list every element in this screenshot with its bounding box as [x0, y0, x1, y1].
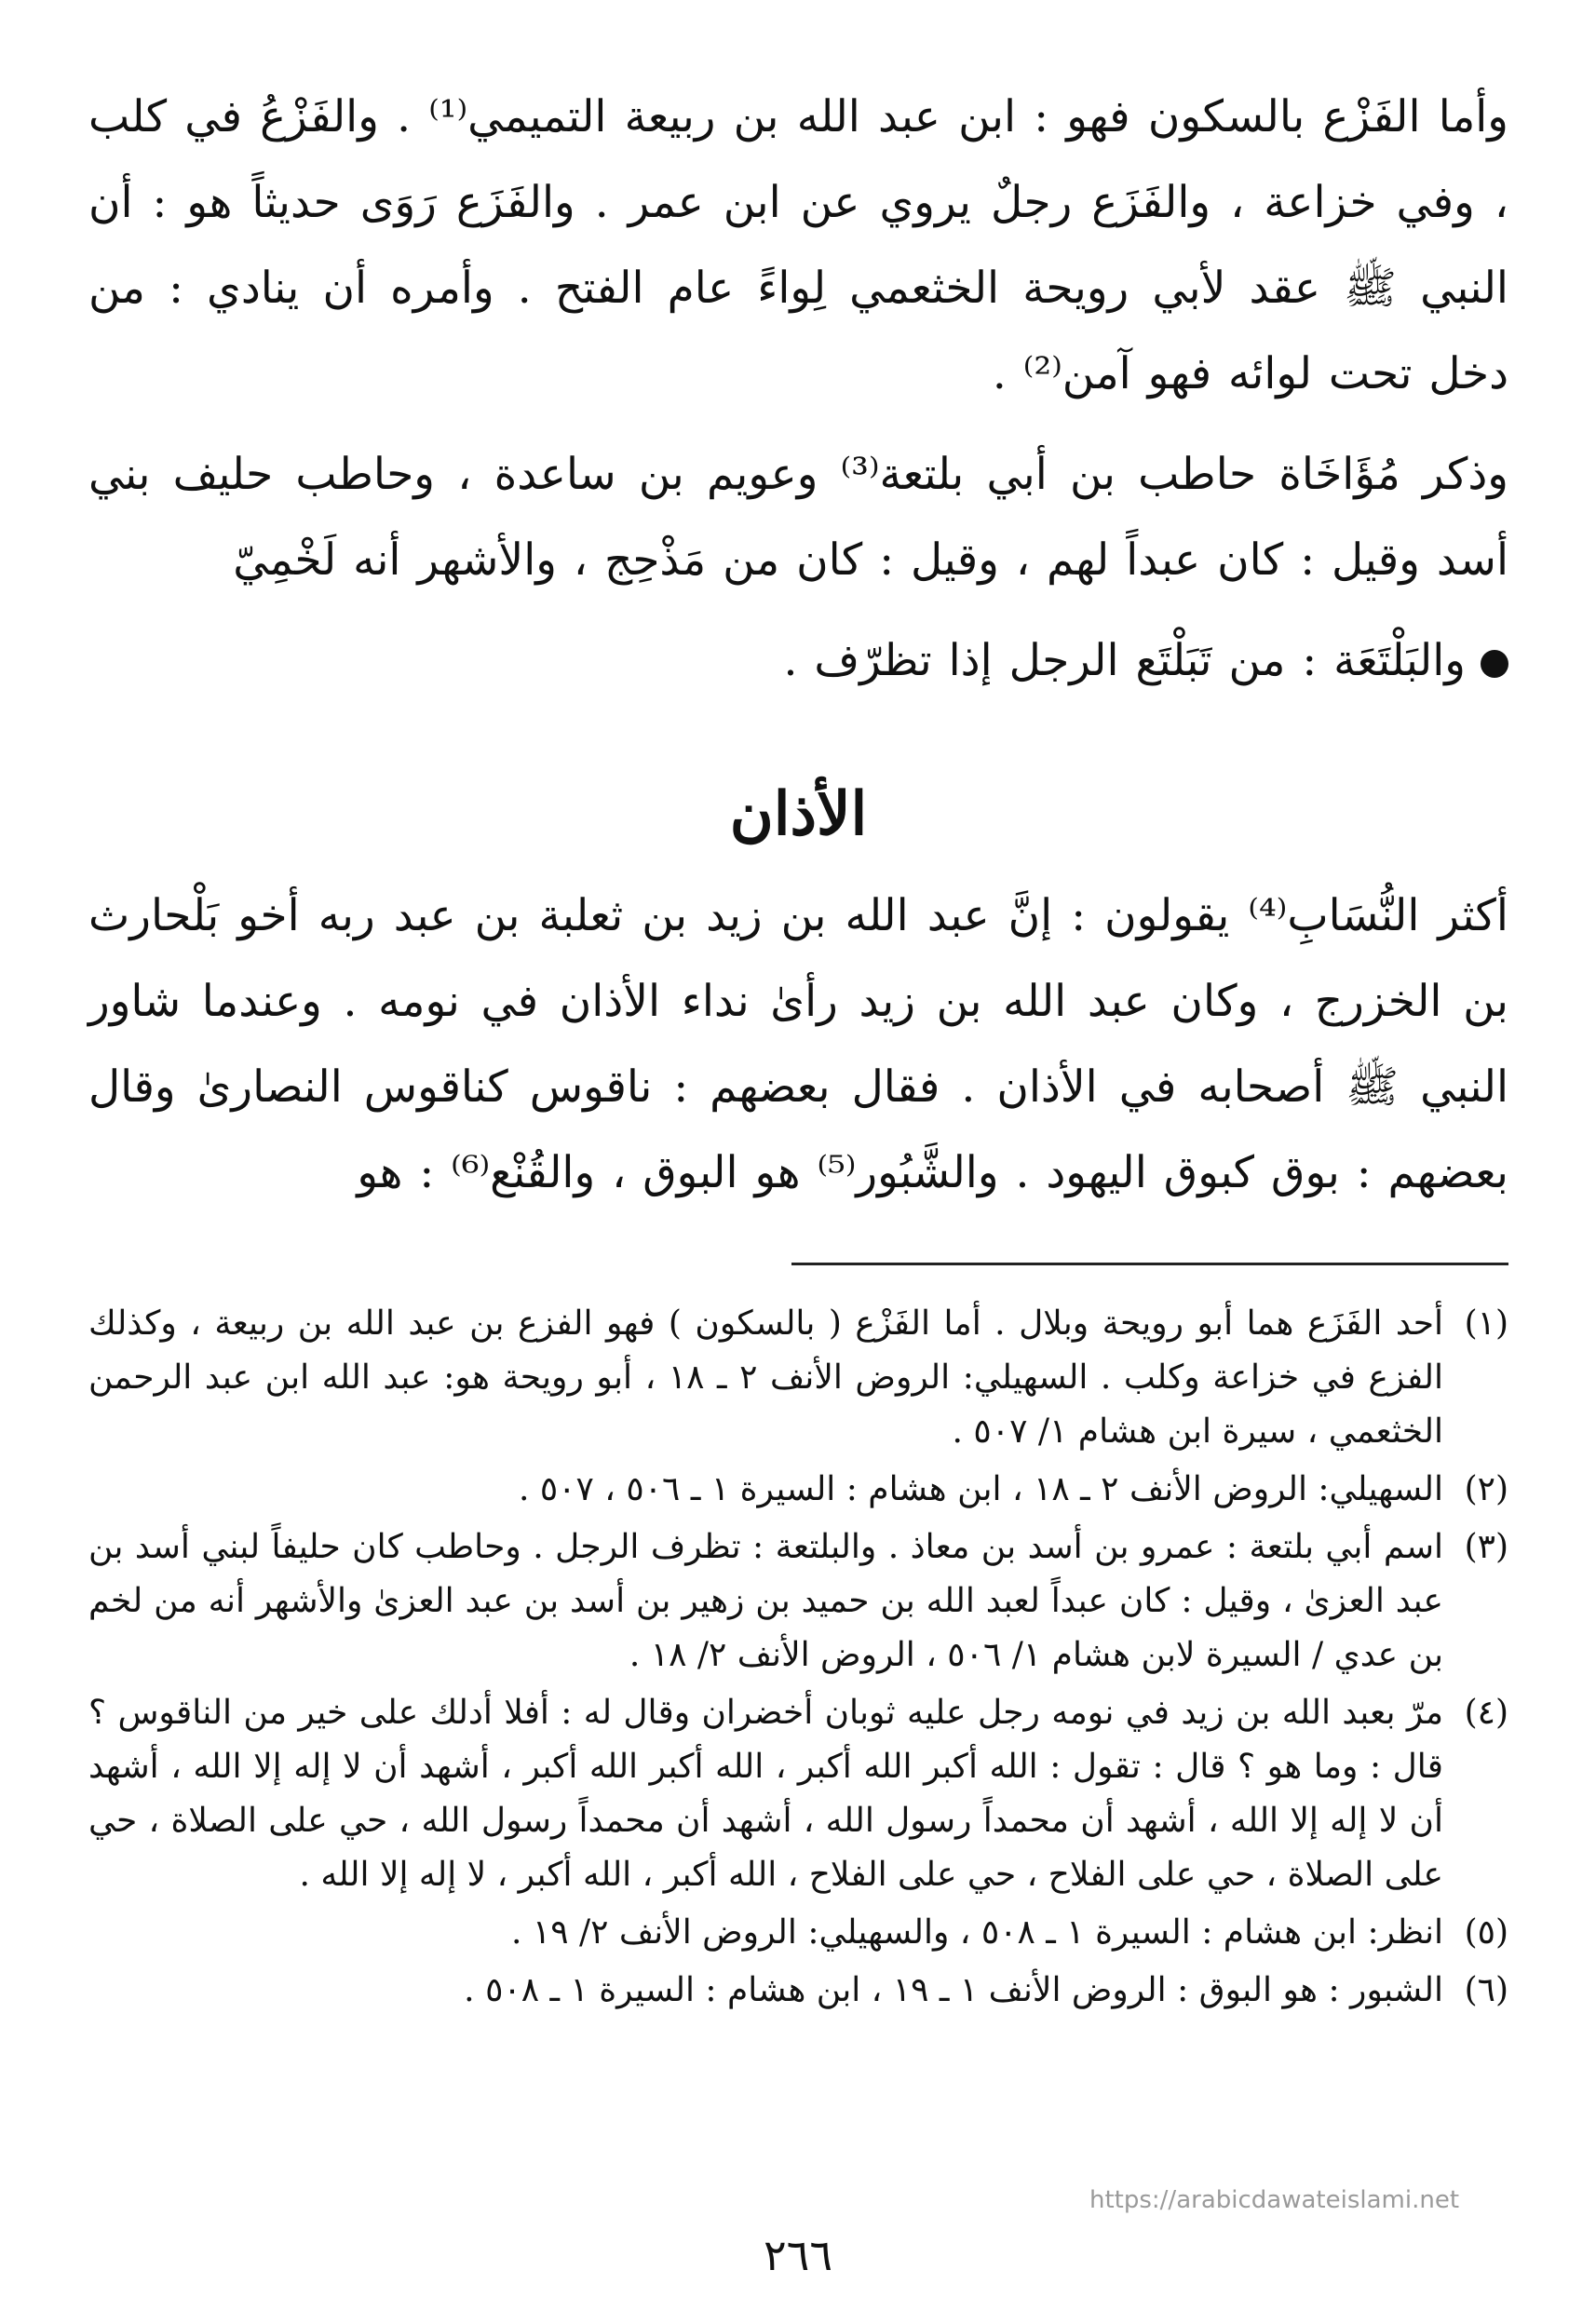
footnote-text: الشبور : هو البوق : الروض الأنف ١ ـ ١٩ ، ابن هشام : السيرة ١ ـ ٥٠٨ .: [464, 1971, 1443, 2009]
bullet-icon: [1481, 650, 1508, 678]
footnote-number: (٢): [1464, 1470, 1508, 1508]
page-number: ٢٦٦: [763, 2230, 833, 2280]
footnote-text: انظر: ابن هشام : السيرة ١ ـ ٥٠٨ ، والسهيلي: الروض الأنف ٢/ ١٩ .: [510, 1913, 1443, 1952]
footnote-text: السهيلي: الروض الأنف ٢ ـ ١٨ ، ابن هشام : السيرة ١ ـ ٥٠٦ ، ٥٠٧ .: [518, 1470, 1443, 1508]
footnote-number: (٤): [1464, 1694, 1508, 1732]
footnote-divider: [791, 1263, 1508, 1265]
footnote-item: [88, 1906, 1508, 1960]
footnote-item: [88, 1297, 1508, 1459]
footnote-number: (٦): [1464, 1971, 1508, 2009]
body-paragraph: أكثر النُّسَابِ⁽⁴⁾ يقولون : إنَّ عبد الله بن زيد بن ثعلبة بن عبد ربه أخو بَلْحارث بن الخزرج ، وكان عبد الله بن زيد رأىٰ نداء الأذان في نومه . وعندما شاور النبي ﷺ أصحابه في الأذان . فقال بعضهم : ناقوس كناقوس النصارىٰ وقال بعضهم : بوق كبوق اليهود . والشَّبُور⁽⁵⁾ هو البوق ، والقُنْع⁽⁶⁾ : هو: [88, 890, 1508, 1198]
footnotes: [88, 1297, 1508, 2018]
body-paragraph-text: والبَلْتَعَة : من تَبَلْتَع الرجل إذا تظرّف .: [783, 635, 1466, 686]
footnote-text: اسم أبي بلتعة : عمرو بن أسد بن معاذ . والبلتعة : تظرف الرجل . وحاطب كان حليفاً لبني أسد بن عبد العزىٰ ، وقيل : كان عبداً لعبد الله بن حميد بن زهير بن أسد بن عبد العزىٰ والأشهر أنه من لخم بن عدي / السيرة لابن هشام ١/ ٥٠٦ ، الروض الأنف ٢/ ١٨ .: [88, 1528, 1443, 1674]
body-paragraph-with-bullet: [88, 618, 1508, 704]
footnote-number: (١): [1464, 1304, 1508, 1343]
footnote-text: مرّ بعبد الله بن زيد في نومه رجل عليه ثوبان أخضران وقال له : أفلا أدلك على خير من الناقوس ؟ قال : وما هو ؟ قال : تقول : الله أكبر الله أكبر ، الله أكبر الله أكبر ، أشهد أن لا إله إلا الله ، أشهد أن لا إله إلا الله ، أشهد أن محمداً رسول الله ، أشهد أن محمداً رسول الله ، حي على الصلاة ، حي على الصلاة ، حي على الفلاح ، حي على الفلاح ، الله أكبر ، الله أكبر ، لا إله إلا الله .: [88, 1694, 1443, 1894]
body-paragraph: وأما الفَزْع بالسكون فهو : ابن عبد الله بن ربيعة التميمي⁽¹⁾ . والفَزْعُ في كلب ، وفي خزاعة ، والفَزَع رجلٌ يروي عن ابن عمر . والفَزَع رَوَى حديثاً هو : أن النبي ﷺ عقد لأبي رويحة الخثعمي لِواءً عام الفتح . وأمره أن ينادي : من دخل تحت لوائه فهو آمن⁽²⁾ .: [88, 91, 1508, 399]
body-paragraph: وذكر مُؤَاخَاة حاطب بن أبي بلتعة⁽³⁾ وعويم بن ساعدة ، وحاطب حليف بني أسد وقيل : كان عبداً لهم ، وقيل : كان من مَذْحِج ، والأشهر أنه لَخْمِيّ: [88, 449, 1508, 586]
footnote-number: (٣): [1464, 1528, 1508, 1566]
footnote-text: أحد الفَزَع هما أبو رويحة وبلال . أما الفَزْع ( بالسكون ) فهو الفزع بن عبد الله بن ربيعة ، وكذلك الفزع في خزاعة وكلب . السهيلي: الروض الأنف ٢ ـ ١٨ ، أبو رويحة هو: عبد الله ابن عبد الرحمن الخثعمي ، سيرة ابن هشام ١/ ٥٠٧ .: [88, 1304, 1444, 1451]
footnote-number: (٥): [1464, 1913, 1508, 1952]
footnote-item: [88, 1964, 1508, 2018]
watermark-url: https://arabicdawateislami.net: [1089, 2186, 1460, 2214]
footnote-item: [88, 1686, 1508, 1902]
document-page: [88, 74, 1508, 2290]
section-heading: الأذان: [729, 779, 868, 849]
footnote-item: [88, 1520, 1508, 1682]
footnote-item: [88, 1463, 1508, 1517]
